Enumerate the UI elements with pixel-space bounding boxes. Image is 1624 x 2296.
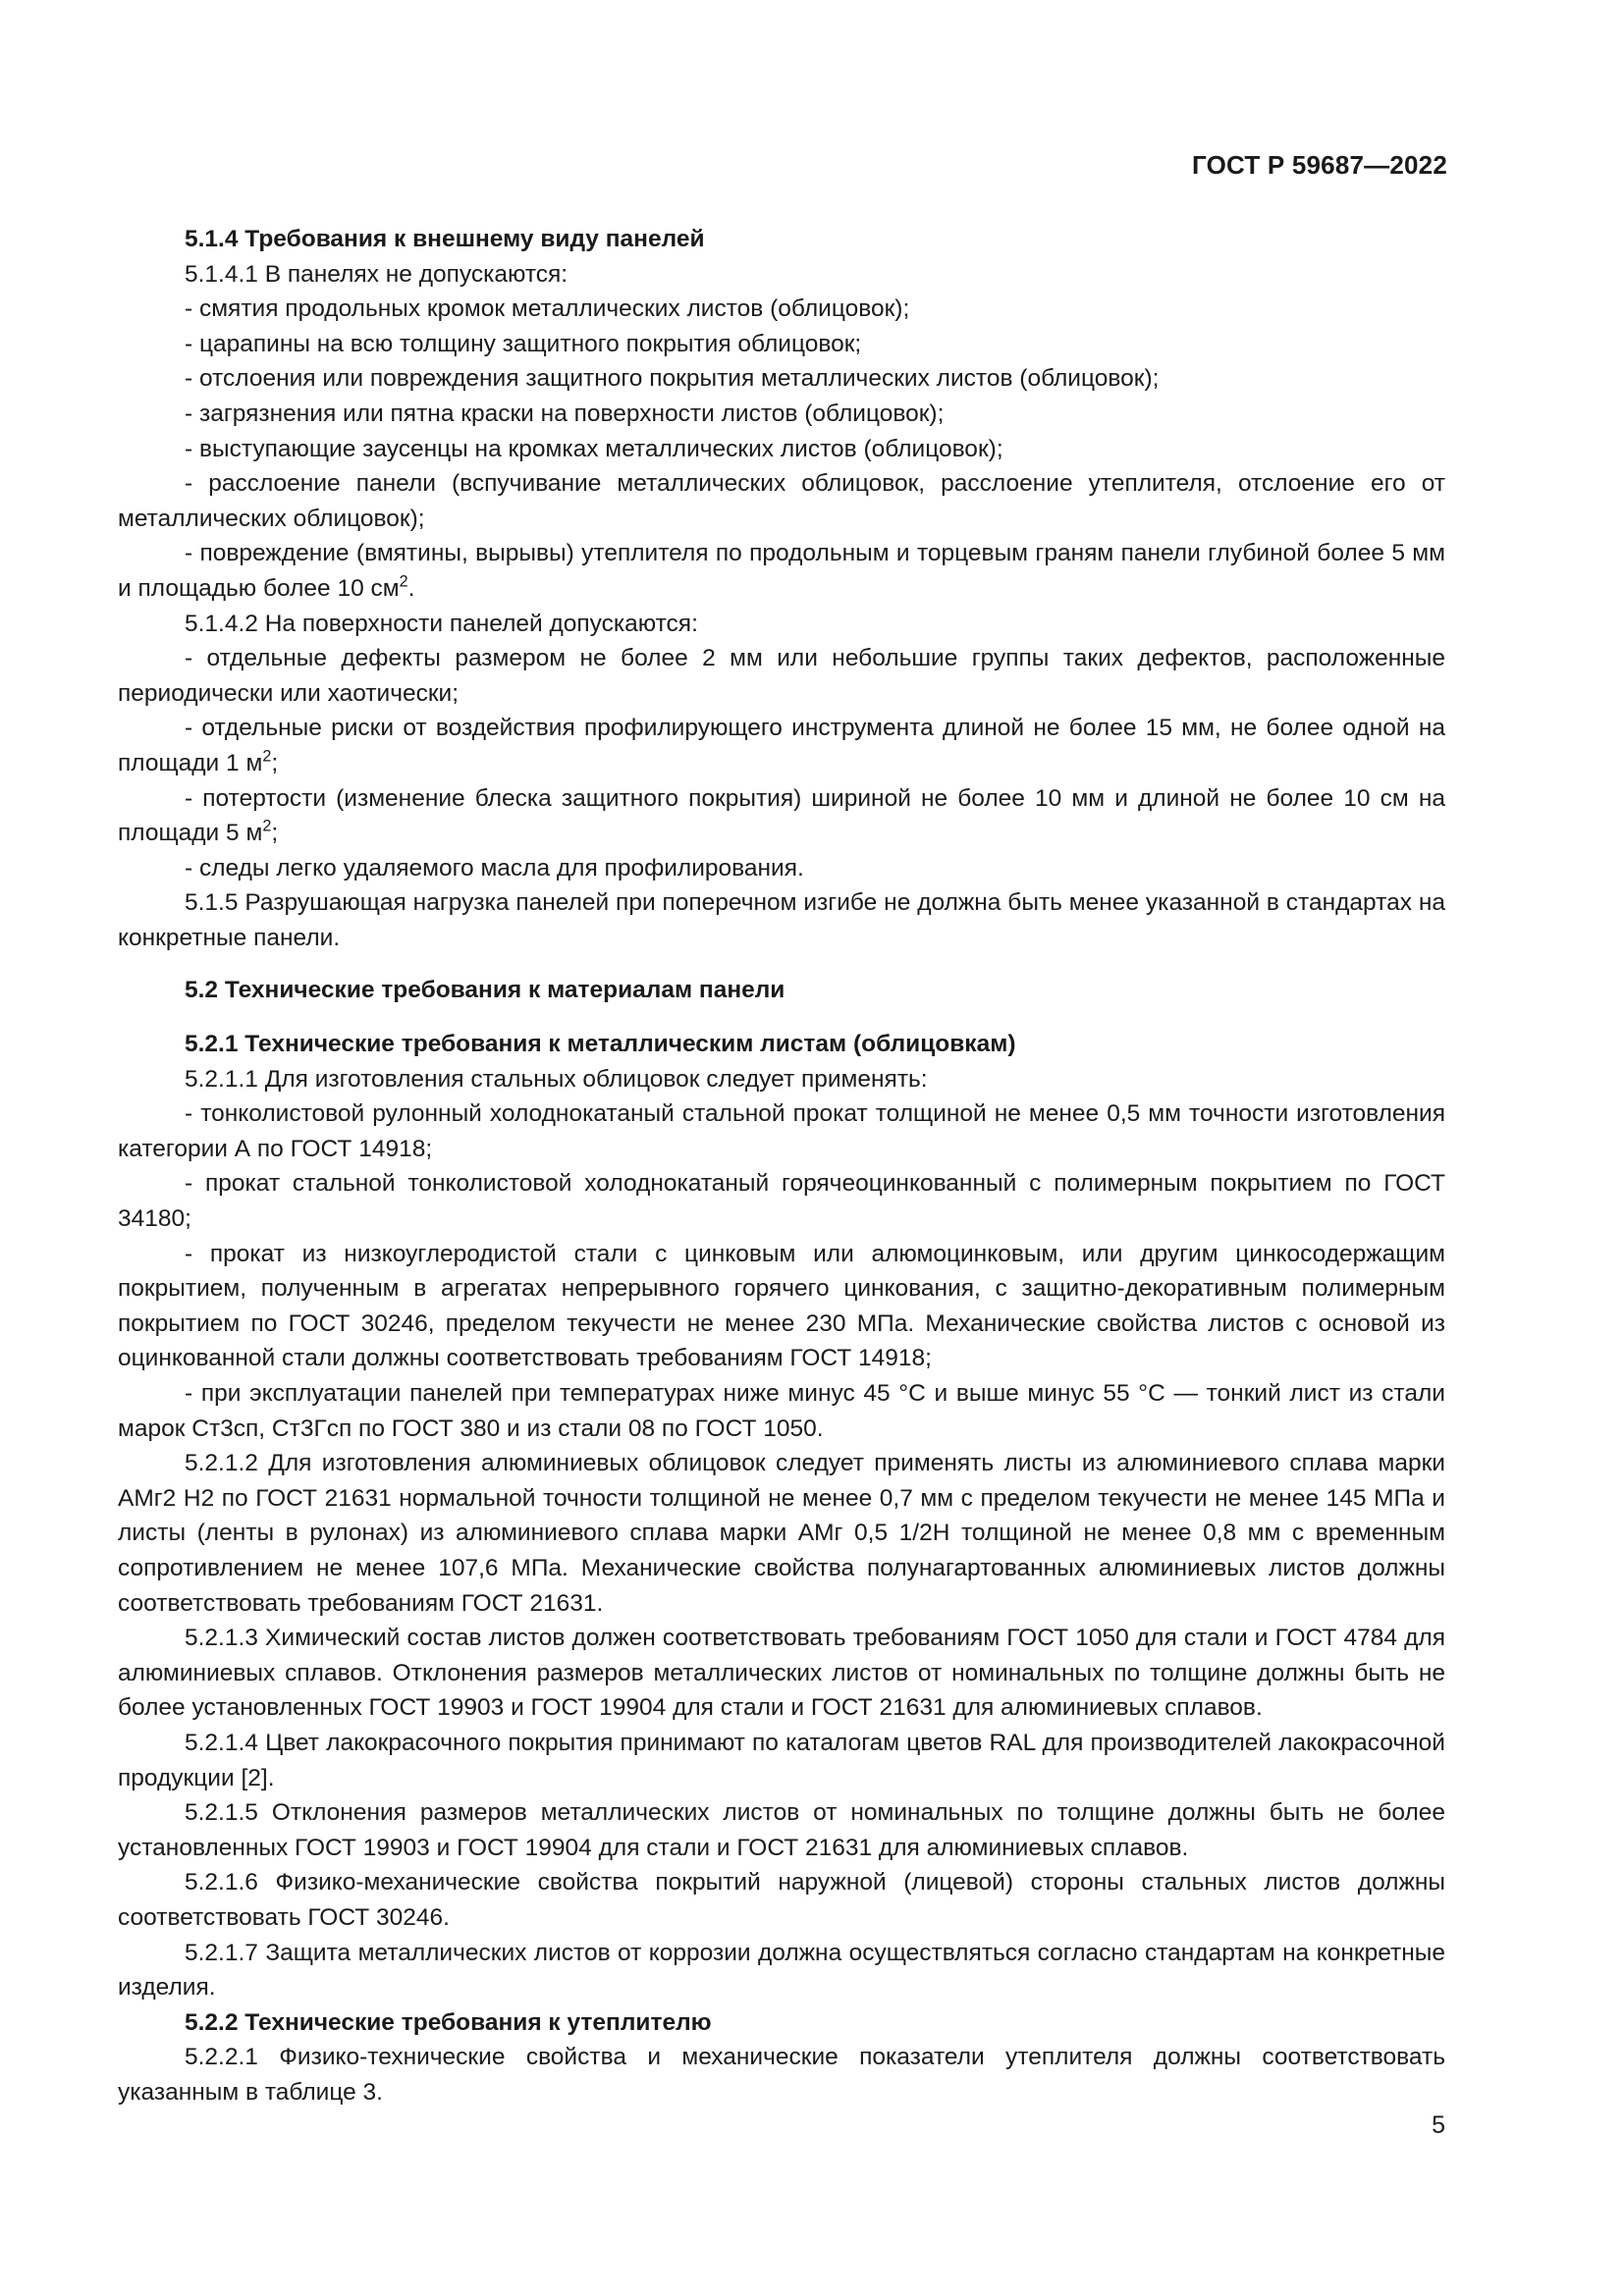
paragraph-text: 5.1.4.2 На поверхности панелей допускаются: [185,610,698,637]
paragraph [118,397,1445,432]
paragraph-text: - смятия продольных кромок металлических листов (облицовок); [185,295,910,323]
paragraph-text: 5.1.4.1 В панелях не допускаются: [185,260,568,288]
paragraph-text: - расслоение панели (вспучивание металлических облицовок, расслоение утеплителя, отслоение его от металлических облицовок); [118,470,1445,532]
section-heading [118,973,1445,1008]
paragraph [118,2040,1445,2109]
paragraph-text: - следы легко удаляемого масла для профилирования. [185,854,804,881]
paragraph-punctuation: ; [271,749,279,776]
paragraph [118,1166,1445,1236]
paragraph [118,851,1445,886]
paragraph [118,711,1445,780]
superscript: 2 [262,747,272,766]
section-heading [118,2005,1445,2041]
paragraph [118,536,1445,606]
paragraph [118,1726,1445,1795]
page-number: 5 [1432,2111,1445,2139]
paragraph [118,1096,1445,1166]
paragraph-text: 5.2.1.7 Защита металлических листов от коррозии должна осуществляться согласно стандартам на конкретные изделия. [118,1939,1445,2002]
superscript: 2 [399,572,408,591]
paragraph [118,1865,1445,1935]
document-code-header: ГОСТ Р 59687—2022 [1192,150,1447,180]
paragraph-punctuation: . [407,574,415,602]
paragraph-text: - повреждение (вмятины, вырывы) утеплителя по продольным и торцевым граням панели глубиной более 5 мм и площадью более 10 см [118,540,1445,602]
paragraph-text: - выступающие заусенцы на кромках металлических листов (облицовок); [185,435,1003,462]
paragraph [118,781,1445,851]
section-heading [118,1027,1445,1062]
paragraph [118,1936,1445,2005]
paragraph-text: 5.2.1.5 Отклонения размеров металлических листов от номинальных по толщине должны быть не более установленных ГОСТ 19903 и ГОСТ 19904 для стали и ГОСТ 21631 для алюминиевых сплавов. [118,1799,1445,1861]
paragraph [118,1062,1445,1097]
paragraph [118,432,1445,467]
paragraph [118,1376,1445,1446]
paragraph-text: 5.2.2.1 Физико-технические свойства и механические показатели утеплителя должны соответствовать указанным в таблице 3. [118,2044,1445,2106]
paragraph [118,607,1445,642]
paragraph-text: - потертости (изменение блеска защитного покрытия) шириной не более 10 мм и длиной не более 10 см на площади 5 м [118,784,1445,847]
paragraph-text: 5.2.1.2 Для изготовления алюминиевых облицовок следует применять листы из алюминиевого сплава марки АМг2 Н2 по ГОСТ 21631 нормальной точности толщиной не менее 0,7 мм с пределом текучести не менее 145 МПа и листы (ленты в рулонах) из алюминиевого сплава марки АМг 0,5 1/2Н толщиной не менее 0,8 мм с временным сопротивлением не менее 107,6 МПа. Механические свойства полунагартованных алюминиевых листов должны соответствовать требованиям ГОСТ 21631. [118,1450,1445,1617]
paragraph-text: - прокат стальной тонколистовой холоднокатаный горячеоцинкованный с полимерным покрытием по ГОСТ 34180; [118,1170,1445,1233]
paragraph-text: 5.2.1.3 Химический состав листов должен соответствовать требованиям ГОСТ 1050 для стали и ГОСТ 4784 для алюминиевых сплавов. Отклонения размеров металлических листов от номинальных по толщине должны быть не более установленных ГОСТ 19903 и ГОСТ 19904 для стали и ГОСТ 21631 для алюминиевых сплавов. [118,1625,1445,1722]
paragraph-text: - при эксплуатации панелей при температурах ниже минус 45 °С и выше минус 55 °С — тонкий лист из стали марок Ст3сп, Ст3Гсп по ГОСТ 380 и из стали 08 по ГОСТ 1050. [118,1380,1445,1442]
paragraph [118,1795,1445,1865]
paragraph [118,1621,1445,1726]
paragraph [118,327,1445,362]
paragraph-text: - тонколистовой рулонный холоднокатаный стальной прокат толщиной не менее 0,5 мм точности изготовления категории А по ГОСТ 14918; [118,1100,1445,1162]
paragraph [118,885,1445,955]
paragraph [118,641,1445,711]
paragraph-text: - загрязнения или пятна краски на поверхности листов (облицовок); [185,400,945,427]
paragraph-text: 5.2.1.4 Цвет лакокрасочного покрытия принимают по каталогам цветов RAL для производителей лакокрасочной продукции [2]. [118,1729,1445,1791]
paragraph-text: 5.2.1.1 Для изготовления стальных облицовок следует применять: [185,1065,928,1093]
paragraph [118,292,1445,327]
paragraph-text: 5.2.2 Технические требования к утеплителю [185,2008,712,2036]
document-body [118,222,1445,2109]
paragraph-text: - царапины на всю толщину защитного покрытия облицовок; [185,330,862,357]
paragraph-text: 5.2.1.6 Физико-механические свойства покрытий наружной (лицевой) стороны стальных листов должны соответствовать ГОСТ 30246. [118,1869,1445,1931]
paragraph [118,1446,1445,1621]
paragraph [118,361,1445,397]
paragraph-text: 5.2.1 Технические требования к металлическим листам (облицовкам) [185,1031,1016,1058]
paragraph [118,257,1445,293]
paragraph [118,1237,1445,1376]
paragraph-text: - отслоения или повреждения защитного покрытия металлических листов (облицовок); [185,365,1160,393]
paragraph-text: - отдельные риски от воздействия профилирующего инструмента длиной не более 15 мм, не более одной на площади 1 м [118,715,1445,776]
paragraph [118,466,1445,536]
section-heading [118,222,1445,257]
paragraph-text: - отдельные дефекты размером не более 2 мм или небольшие группы таких дефектов, расположенные периодически или хаотически; [118,645,1445,707]
paragraph-text: 5.2 Технические требования к материалам панели [185,977,785,1004]
paragraph-text: - прокат из низкоуглеродистой стали с цинковым или алюмоцинковым, или другим цинкосодержащим покрытием, полученным в агрегатах непрерывного горячего цинкования, с защитно-декоративным полимерным покрытием по ГОСТ 30246, пределом текучести не менее 230 МПа. Механические свойства листов с основой из оцинкованной стали должны соответствовать требованиям ГОСТ 14918; [118,1240,1445,1372]
paragraph-text: 5.1.4 Требования к внешнему виду панелей [185,226,705,252]
paragraph-punctuation: ; [271,820,279,847]
paragraph-text: 5.1.5 Разрушающая нагрузка панелей при поперечном изгибе не должна быть менее указанной в стандартах на конкретные панели. [118,889,1445,951]
superscript: 2 [262,817,272,835]
